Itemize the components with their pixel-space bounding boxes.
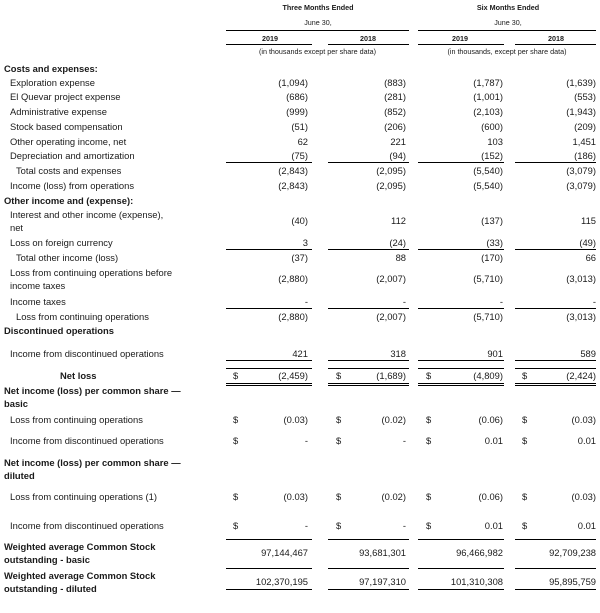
- value-cell: 102,370,195: [255, 576, 308, 587]
- row-label: [4, 456, 204, 482]
- value-cell: (0.03): [283, 491, 308, 502]
- sum-rule: [418, 368, 504, 369]
- value-cell: (75): [291, 150, 308, 161]
- value-cell: 93,681,301: [359, 547, 406, 558]
- row-label-line: Net income (loss) per common share —: [4, 457, 181, 468]
- units-note-six: (in thousands, except per share data): [447, 47, 567, 56]
- value-cell: (4,809): [473, 370, 503, 381]
- row-label: [10, 90, 210, 103]
- sum-rule: [418, 162, 504, 163]
- sum-rule: [418, 308, 504, 309]
- row-label-line: Depreciation and amortization: [10, 150, 135, 161]
- sum-rule: [328, 308, 409, 309]
- header-june30-six: June 30,: [494, 18, 522, 27]
- year-2018-six: 2018: [548, 34, 564, 43]
- row-label-line: Net loss: [60, 370, 97, 381]
- value-cell: (5,710): [473, 273, 503, 284]
- value-cell: -: [402, 296, 406, 307]
- sum-rule: [328, 383, 409, 384]
- value-cell: (0.06): [478, 414, 503, 425]
- row-label-line: Loss from continuing operations (1): [10, 491, 157, 502]
- sum-rule: [226, 249, 312, 250]
- value-cell: 62: [297, 136, 308, 147]
- value-cell: (2,843): [278, 180, 308, 191]
- value-cell: -: [402, 435, 406, 446]
- row-label-line: Administrative expense: [10, 106, 107, 117]
- year-rule-1: [226, 44, 312, 45]
- sum-rule: [328, 360, 409, 361]
- row-label: [10, 490, 210, 503]
- sum-rule: [515, 385, 596, 386]
- value-cell: (2,103): [473, 106, 503, 117]
- value-cell: (2,095): [376, 165, 406, 176]
- value-cell: (5,540): [473, 165, 503, 176]
- row-label-line: income taxes: [10, 280, 66, 291]
- value-cell: (2,424): [566, 370, 596, 381]
- row-label: [10, 208, 210, 234]
- row-label: [10, 179, 210, 192]
- sum-rule: [226, 539, 312, 540]
- row-label-line: Net income (loss) per common share —: [4, 385, 181, 396]
- row-label: [10, 295, 210, 308]
- dollar-sign: $: [426, 520, 432, 531]
- year-rule-2: [328, 44, 409, 45]
- dollar-sign: $: [426, 414, 432, 425]
- value-cell: (209): [574, 121, 596, 132]
- sum-rule: [418, 249, 504, 250]
- row-label-line: El Quevar project expense: [10, 91, 121, 102]
- header-rule-three: [226, 30, 409, 31]
- value-cell: (24): [389, 237, 406, 248]
- row-label: [16, 251, 216, 264]
- value-cell: (1,787): [473, 77, 503, 88]
- value-cell: 0.01: [577, 520, 596, 531]
- year-rule-3: [418, 44, 504, 45]
- value-cell: (33): [486, 237, 503, 248]
- row-label-line: Other income and (expense):: [4, 195, 134, 206]
- value-cell: 901: [487, 348, 503, 359]
- value-cell: (999): [286, 106, 308, 117]
- sum-rule: [418, 385, 504, 386]
- value-cell: (3,079): [566, 165, 596, 176]
- value-cell: 0.01: [484, 520, 503, 531]
- sum-rule: [515, 162, 596, 163]
- value-cell: 318: [390, 348, 406, 359]
- sum-rule: [328, 249, 409, 250]
- value-cell: (1,943): [566, 106, 596, 117]
- value-cell: (852): [384, 106, 406, 117]
- value-cell: (1,689): [376, 370, 406, 381]
- row-label-line: Loss from continuing operations: [10, 414, 143, 425]
- sum-rule: [328, 589, 409, 590]
- units-note-three: (in thousands except per share data): [258, 47, 377, 56]
- dollar-sign: $: [336, 520, 342, 531]
- value-cell: (1,001): [473, 91, 503, 102]
- sum-rule: [418, 539, 504, 540]
- value-cell: 101,310,308: [450, 576, 503, 587]
- value-cell: (152): [481, 150, 503, 161]
- year-rule-4: [515, 44, 596, 45]
- row-label: [10, 266, 210, 292]
- value-cell: 1,451: [572, 136, 596, 147]
- value-cell: (600): [481, 121, 503, 132]
- dollar-sign: $: [233, 435, 239, 446]
- row-label-line: Weighted average Common Stock: [4, 541, 156, 552]
- value-cell: 0.01: [577, 435, 596, 446]
- row-label: [16, 164, 216, 177]
- row-label-line: basic: [4, 398, 28, 409]
- value-cell: 95,895,759: [549, 576, 596, 587]
- row-label-line: Interest and other income (expense),: [10, 209, 164, 220]
- value-cell: (0.03): [571, 491, 596, 502]
- value-cell: 115: [581, 215, 596, 226]
- value-cell: -: [499, 296, 503, 307]
- row-label: [4, 324, 204, 337]
- row-label: [10, 135, 210, 148]
- value-cell: (686): [286, 91, 308, 102]
- value-cell: (2,007): [376, 311, 406, 322]
- value-cell: 97,144,467: [261, 547, 308, 558]
- sum-rule: [418, 360, 504, 361]
- value-cell: (0.06): [478, 491, 503, 502]
- row-label-line: Total costs and expenses: [16, 165, 122, 176]
- sum-rule: [515, 539, 596, 540]
- sum-rule: [515, 383, 596, 384]
- row-label-line: Costs and expenses:: [4, 63, 98, 74]
- value-cell: (281): [384, 91, 406, 102]
- value-cell: 88: [395, 252, 406, 263]
- sum-rule: [226, 568, 312, 569]
- dollar-sign: $: [426, 370, 432, 381]
- dollar-sign: $: [336, 414, 342, 425]
- sum-rule: [328, 368, 409, 369]
- value-cell: 97,197,310: [359, 576, 406, 587]
- row-label: [10, 120, 210, 133]
- header-rule-six: [418, 30, 596, 31]
- value-cell: -: [592, 296, 596, 307]
- value-cell: (0.03): [283, 414, 308, 425]
- row-label: [10, 236, 210, 249]
- sum-rule: [418, 383, 504, 384]
- value-cell: (40): [291, 215, 308, 226]
- sum-rule: [418, 589, 504, 590]
- value-cell: (49): [579, 237, 596, 248]
- row-label-line: Total other income (loss): [16, 252, 119, 263]
- dollar-sign: $: [426, 491, 432, 502]
- row-label: [4, 384, 204, 410]
- sum-rule: [515, 308, 596, 309]
- row-label-line: Income from discontinued operations: [10, 435, 164, 446]
- value-cell: 103: [487, 136, 503, 147]
- row-label: [10, 413, 210, 426]
- value-cell: (51): [291, 121, 308, 132]
- dollar-sign: $: [522, 370, 528, 381]
- dollar-sign: $: [522, 491, 528, 502]
- dollar-sign: $: [336, 370, 342, 381]
- value-cell: 0.01: [484, 435, 503, 446]
- dollar-sign: $: [233, 520, 239, 531]
- value-cell: -: [304, 520, 308, 531]
- sum-rule: [515, 249, 596, 250]
- sum-rule: [515, 368, 596, 369]
- row-label: [4, 194, 204, 207]
- sum-rule: [226, 385, 312, 386]
- dollar-sign: $: [233, 370, 239, 381]
- header-june30-three: June 30,: [304, 18, 332, 27]
- sum-rule: [226, 360, 312, 361]
- sum-rule: [226, 383, 312, 384]
- row-label-line: Income from discontinued operations: [10, 520, 164, 531]
- row-label-line: outstanding - basic: [4, 554, 90, 565]
- row-label-line: Weighted average Common Stock: [4, 570, 156, 581]
- value-cell: (2,459): [278, 370, 308, 381]
- value-cell: (0.03): [571, 414, 596, 425]
- value-cell: 421: [292, 348, 308, 359]
- dollar-sign: $: [233, 414, 239, 425]
- sum-rule: [328, 539, 409, 540]
- value-cell: (2,843): [278, 165, 308, 176]
- value-cell: (2,880): [278, 273, 308, 284]
- value-cell: (137): [481, 215, 503, 226]
- value-cell: 96,466,982: [456, 547, 503, 558]
- row-label: [10, 519, 210, 532]
- sum-rule: [515, 360, 596, 361]
- row-label-line: Loss on foreign currency: [10, 237, 113, 248]
- sum-rule: [418, 568, 504, 569]
- row-label: [10, 76, 210, 89]
- value-cell: (2,880): [278, 311, 308, 322]
- year-2019-three: 2019: [262, 34, 278, 43]
- value-cell: -: [304, 435, 308, 446]
- value-cell: (5,710): [473, 311, 503, 322]
- row-label: [10, 149, 210, 162]
- value-cell: 3: [302, 237, 308, 248]
- dollar-sign: $: [336, 491, 342, 502]
- row-label: [4, 569, 204, 595]
- year-2019-six: 2019: [452, 34, 468, 43]
- dollar-sign: $: [522, 435, 528, 446]
- value-cell: (553): [574, 91, 596, 102]
- dollar-sign: $: [522, 414, 528, 425]
- row-label: [60, 369, 260, 382]
- row-label: [4, 540, 204, 566]
- value-cell: -: [402, 520, 406, 531]
- dollar-sign: $: [426, 435, 432, 446]
- value-cell: (883): [384, 77, 406, 88]
- row-label-line: Stock based compensation: [10, 121, 123, 132]
- value-cell: (0.02): [381, 414, 406, 425]
- sum-rule: [328, 162, 409, 163]
- row-label-line: Income from discontinued operations: [10, 348, 164, 359]
- dollar-sign: $: [233, 491, 239, 502]
- row-label-line: Income (loss) from operations: [10, 180, 135, 191]
- sum-rule: [328, 385, 409, 386]
- value-cell: (37): [291, 252, 308, 263]
- value-cell: (3,079): [566, 180, 596, 191]
- value-cell: (3,013): [566, 273, 596, 284]
- row-label: [10, 434, 210, 447]
- row-label: [10, 105, 210, 118]
- value-cell: 112: [391, 215, 406, 226]
- value-cell: (0.02): [381, 491, 406, 502]
- sum-rule: [515, 589, 596, 590]
- header-six-months: Six Months Ended: [476, 3, 540, 12]
- value-cell: 589: [580, 348, 596, 359]
- value-cell: (94): [389, 150, 406, 161]
- value-cell: (2,095): [376, 180, 406, 191]
- row-label: [4, 62, 204, 75]
- row-label-line: Income taxes: [10, 296, 66, 307]
- sum-rule: [515, 568, 596, 569]
- value-cell: -: [304, 296, 308, 307]
- row-label-line: net: [10, 222, 24, 233]
- value-cell: (5,540): [473, 180, 503, 191]
- value-cell: (3,013): [566, 311, 596, 322]
- row-label-line: Other operating income, net: [10, 136, 127, 147]
- row-label-line: Loss from continuing operations: [16, 311, 149, 322]
- value-cell: (186): [574, 150, 596, 161]
- sum-rule: [226, 308, 312, 309]
- sum-rule: [226, 368, 312, 369]
- dollar-sign: $: [522, 520, 528, 531]
- sum-rule: [328, 568, 409, 569]
- value-cell: (206): [384, 121, 406, 132]
- value-cell: (1,639): [566, 77, 596, 88]
- row-label-line: Discontinued operations: [4, 325, 114, 336]
- value-cell: 66: [585, 252, 596, 263]
- row-label-line: diluted: [4, 470, 35, 481]
- row-label: [10, 347, 210, 360]
- row-label-line: outstanding - diluted: [4, 583, 97, 594]
- dollar-sign: $: [336, 435, 342, 446]
- value-cell: 92,709,238: [549, 547, 596, 558]
- row-label-line: Exploration expense: [10, 77, 95, 88]
- value-cell: (170): [481, 252, 503, 263]
- value-cell: (1,094): [278, 77, 308, 88]
- row-label-line: Loss from continuing operations before: [10, 267, 173, 278]
- value-cell: (2,007): [376, 273, 406, 284]
- sum-rule: [226, 589, 312, 590]
- sum-rule: [226, 162, 312, 163]
- row-label: [16, 310, 216, 323]
- header-three-months: Three Months Ended: [282, 3, 354, 12]
- year-2018-three: 2018: [360, 34, 376, 43]
- value-cell: 221: [390, 136, 406, 147]
